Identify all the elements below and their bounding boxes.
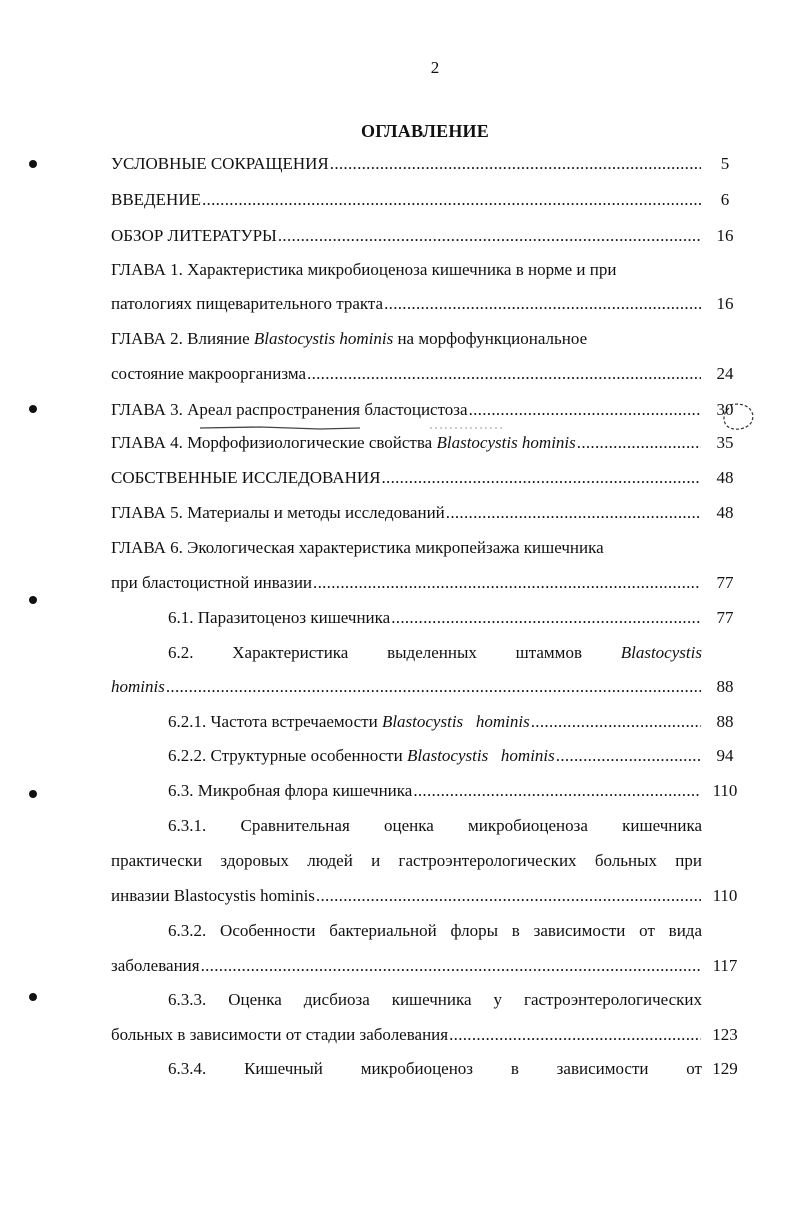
toc-entry-text (168, 746, 555, 766)
toc-entry-ch2[interactable] (111, 364, 702, 384)
toc-entry-s632[interactable] (111, 956, 702, 976)
toc-page-number: 88 (716, 712, 734, 731)
toc-entry-text: ГЛАВА 5. Материалы и методы исследований (111, 503, 445, 522)
toc-page-number: 117 (712, 956, 738, 975)
toc-page-number: 48 (716, 503, 734, 522)
toc-entry-text-part: 6.2.2. Структурные особенности (168, 746, 407, 765)
toc-entry-s63[interactable] (168, 781, 702, 801)
species-name: hominis (111, 677, 165, 696)
dot-leader (381, 468, 701, 488)
toc-entry-ch2-line1[interactable] (111, 329, 702, 349)
species-name: Blastocystis hominis (253, 329, 394, 348)
toc-entry-text: патологиях пищеварительного тракта (111, 294, 384, 313)
dot-leader (577, 433, 701, 453)
toc-entry-s631[interactable] (111, 886, 702, 906)
dot-leader (449, 1025, 701, 1045)
toc-entry-text: инвазии Blastocystis hominis (111, 886, 315, 905)
toc-entry-ch6[interactable] (111, 573, 702, 593)
toc-entry-s633[interactable] (111, 1025, 702, 1045)
toc-entry-text: СОБСТВЕННЫЕ ИССЛЕДОВАНИЯ (111, 468, 381, 487)
toc-word: Характеристика (232, 643, 349, 662)
toc-page-number: 6 (720, 190, 730, 209)
dot-leader (384, 294, 701, 314)
toc-page-number: 123 (712, 1025, 738, 1044)
species-name: Blastocystis hominis (381, 712, 530, 731)
toc-entry-s621[interactable] (168, 712, 702, 732)
page-number: 2 (430, 58, 440, 77)
toc-page-number: 24 (716, 364, 734, 383)
dot-leader (313, 573, 701, 593)
species-name: Blastocystis hominis (406, 746, 555, 765)
dot-leader (316, 886, 701, 906)
margin-dot (29, 596, 37, 604)
toc-entry-own[interactable] (111, 468, 702, 488)
margin-dot (29, 160, 37, 168)
toc-page-number: 110 (712, 886, 738, 905)
toc-entry-s634-line1[interactable]: 6.3.4. Кишечный микробиоценоз в зависимости от (168, 1059, 702, 1078)
toc-entry-ch6-line1[interactable]: ГЛАВА 6. Экологическая характеристика микропейзажа кишечника (111, 538, 604, 557)
margin-dot (29, 993, 37, 1001)
toc-entry-text: на морфофункциональное (393, 329, 588, 348)
margin-dot (29, 790, 37, 798)
toc-page-number: 77 (716, 608, 734, 627)
toc-page-number: 30 (716, 400, 734, 419)
toc-entry-text: ОБЗОР ЛИТЕРАТУРЫ (111, 226, 277, 245)
toc-entry-s633-line1[interactable]: 6.3.3. Оценка дисбиоза кишечника у гастроэнтерологических (168, 990, 702, 1009)
toc-entry-text: 6.3. Микробная флора кишечника (168, 781, 413, 800)
dot-leader (556, 746, 701, 766)
dot-leader (531, 712, 701, 732)
toc-entry-ch1[interactable] (111, 294, 702, 314)
toc-entry-text-part: 6.2.1. Частота встречаемости (168, 712, 382, 731)
toc-page-number: 48 (716, 468, 734, 487)
toc-entry-s622[interactable] (168, 746, 702, 766)
toc-entry-text: при бластоцистной инвазии (111, 573, 313, 592)
toc-entry-intro[interactable] (111, 190, 702, 210)
toc-word: выделенных (387, 643, 477, 662)
toc-entry-s61[interactable] (168, 608, 702, 628)
toc-entry-ch5[interactable] (111, 503, 702, 523)
dot-leader (391, 608, 701, 628)
dot-leader (201, 956, 701, 976)
species-name: Blastocystis (620, 643, 702, 662)
toc-entry-s631-line1[interactable]: 6.3.1. Сравнительная оценка микробиоценоза кишечника (168, 816, 702, 835)
dot-leader (202, 190, 701, 210)
toc-entry-review[interactable] (111, 226, 702, 246)
species-name: Blastocystis hominis (436, 433, 576, 452)
toc-entry-ch4[interactable] (111, 433, 702, 453)
dot-leader (446, 503, 701, 523)
toc-page-number: 110 (712, 781, 738, 800)
dot-leader (278, 226, 701, 246)
toc-entry-s632-line1[interactable]: 6.3.2. Особенности бактериальной флоры в зависимости от вида (168, 921, 702, 940)
toc-page-number: 5 (720, 154, 730, 173)
dot-leader (307, 364, 701, 384)
toc-page-number: 16 (716, 226, 734, 245)
dot-leader (166, 677, 701, 697)
toc-entry-text: заболевания (111, 956, 200, 975)
toc-entry-text (111, 433, 576, 453)
toc-entry-text: ГЛАВА 3. Ареал распространения бластоцистоза (111, 400, 468, 419)
toc-entry-text: УСЛОВНЫЕ СОКРАЩЕНИЯ (111, 154, 329, 173)
toc-entry-s62-line1[interactable] (168, 643, 702, 663)
toc-entry-s631-line2[interactable]: практически здоровых людей и гастроэнтерологических больных при (111, 851, 702, 870)
toc-page-number: 129 (712, 1059, 738, 1078)
toc-entry-text: ГЛАВА 2. Влияние (111, 329, 254, 348)
toc-entry-abbrev[interactable] (111, 154, 702, 174)
toc-entry-text: больных в зависимости от стадии заболевания (111, 1025, 449, 1044)
toc-entry-text: состояние макроорганизма (111, 364, 307, 383)
toc-page-number: 88 (716, 677, 734, 696)
toc-page-number: 94 (716, 746, 734, 765)
page-title: ОГЛАВЛЕНИЕ (361, 121, 489, 141)
toc-page-number: 77 (716, 573, 734, 592)
toc-page-number: 16 (716, 294, 734, 313)
dot-leader (469, 400, 701, 420)
dot-leader (330, 154, 701, 174)
toc-page-number: 35 (716, 433, 734, 452)
margin-dot (29, 405, 37, 413)
toc-word: 6.2. (168, 643, 194, 662)
pen-underline-mark (200, 425, 505, 431)
toc-entry-ch1-line1[interactable]: ГЛАВА 1. Характеристика микробиоценоза кишечника в норме и при (111, 260, 617, 279)
dot-leader (413, 781, 701, 801)
toc-entry-ch3[interactable] (111, 400, 702, 420)
toc-entry-text (168, 712, 530, 732)
toc-entry-text: ВВЕДЕНИЕ (111, 190, 201, 209)
toc-word: штаммов (515, 643, 582, 662)
toc-entry-text: 6.1. Паразитоценоз кишечника (168, 608, 391, 627)
toc-entry-s62[interactable] (111, 677, 702, 697)
toc-entry-text-part: ГЛАВА 4. Морфофизиологические свойства (111, 433, 437, 452)
